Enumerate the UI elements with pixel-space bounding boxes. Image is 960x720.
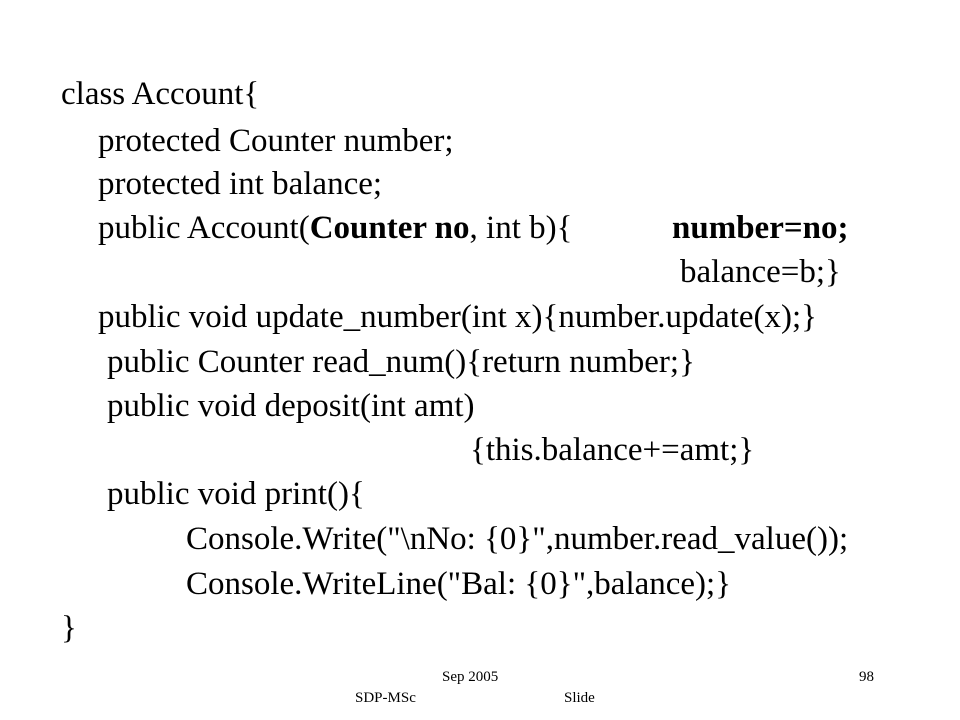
code-line-deposit-body: {this.balance+=amt;}: [470, 432, 755, 468]
footer-course: SDP-MSc: [355, 690, 416, 706]
footer-slide-label: Slide: [564, 690, 595, 706]
code-line-console-write: Console.Write("\nNo: {0}",number.read_value());: [186, 521, 849, 557]
code-line-counter-field: protected Counter number;: [98, 123, 454, 159]
code-line-closing-brace: }: [61, 610, 77, 646]
code-line-deposit-method: public void deposit(int amt): [107, 388, 475, 424]
code-line-update-number-method: public void update_number(int x){number.update(x);}: [98, 299, 818, 335]
code-line-console-writeline: Console.WriteLine("Bal: {0}",balance);}: [186, 566, 732, 602]
code-line-balance-field: protected int balance;: [98, 166, 383, 202]
code-line-balance-assignment: balance=b;}: [680, 254, 841, 290]
footer-date: Sep 2005: [442, 669, 499, 685]
code-line-class-declaration: class Account{: [61, 76, 260, 112]
code-line-constructor: [98, 208, 572, 248]
constructor-signature-start: public Account(: [98, 210, 310, 246]
constructor-counter-param: Counter no: [309, 210, 470, 246]
code-line-print-method: public void print(){: [107, 476, 365, 512]
constructor-signature-end: , int b){: [469, 210, 573, 246]
code-line-number-assignment: number=no;: [672, 210, 849, 246]
code-line-read-num-method: public Counter read_num(){return number;}: [107, 344, 695, 380]
footer-slide-number: 98: [859, 669, 874, 685]
